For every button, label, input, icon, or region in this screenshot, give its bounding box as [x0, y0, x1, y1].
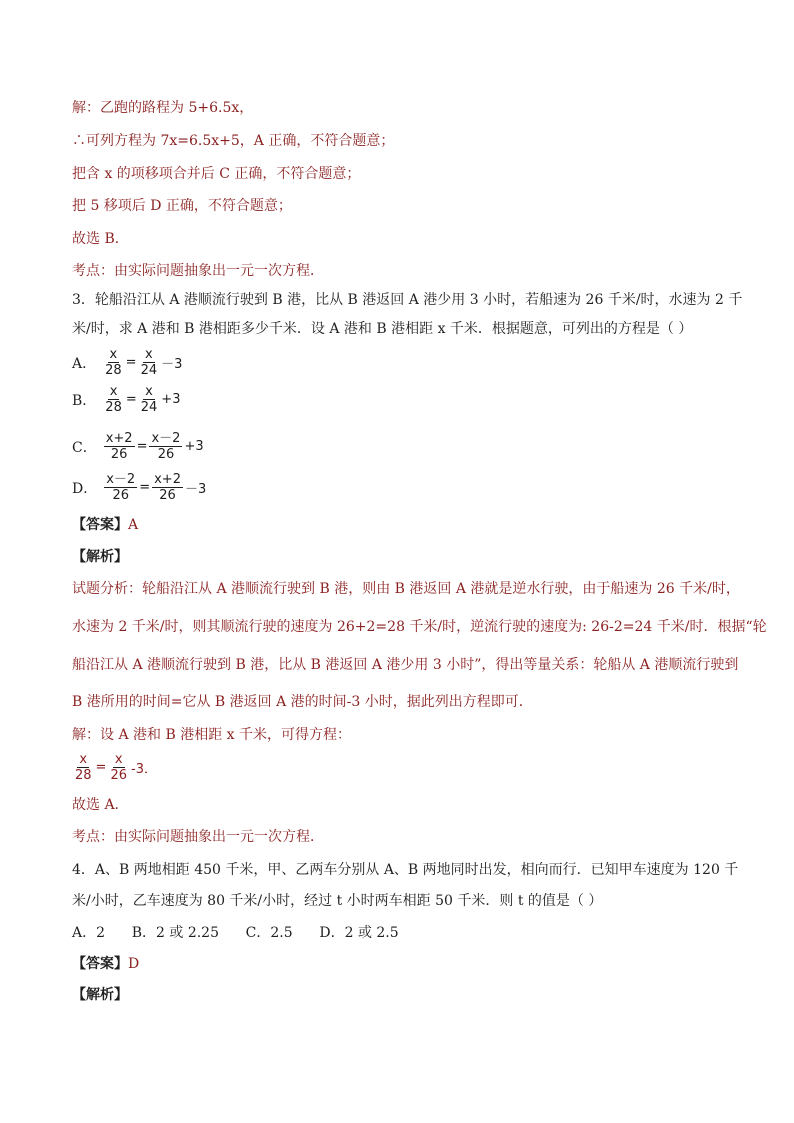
equation-tail: +3: [184, 439, 204, 454]
question-3-choice: 故选 A．: [72, 797, 129, 813]
fraction: [139, 384, 160, 415]
denominator: 24: [140, 400, 158, 415]
solution-line-2: ∴可列方程为 7x=6.5x+5，A 正确，不符合题意；: [72, 133, 395, 149]
fraction: [104, 431, 135, 462]
fraction: [73, 752, 94, 783]
numerator: x: [145, 347, 153, 362]
denominator: 26: [159, 488, 176, 503]
fraction: [108, 752, 129, 783]
equation-tail: －3: [161, 357, 183, 372]
equals-sign: =: [125, 392, 137, 407]
answer-value: D: [128, 956, 140, 972]
numerator: x: [109, 347, 118, 362]
option-label: B．: [72, 392, 97, 409]
question-4-analysis-tag: 【解析】: [72, 987, 128, 1003]
solution-equation: [72, 752, 158, 783]
denominator: 26: [110, 447, 128, 462]
analysis-line-1: 试题分析：轮船沿江从 A 港顺流行驶到 B 港，则由 B 港返回 A 港就是逆水行驶，由于船速为 26 千米/时，: [72, 581, 740, 597]
question-4-options: A．2 B．2 或 2.25 C．2.5 D．2 或 2.5: [72, 925, 399, 941]
equals-sign: =: [139, 480, 151, 495]
knowledge-point: 考点：由实际问题抽象出一元一次方程．: [72, 263, 324, 279]
numerator: x+2: [105, 431, 133, 446]
fraction: [149, 431, 182, 462]
numerator: x: [79, 752, 88, 767]
numerator: x: [114, 752, 123, 767]
fraction: [139, 347, 160, 378]
fraction: [103, 347, 124, 378]
analysis-line-4: B 港所用的时间=它从 B 港返回 A 港的时间-3 小时，据此列出方程即可．: [72, 694, 533, 710]
solution-line-3: 把含 x 的项移项合并后 C 正确，不符合题意；: [72, 166, 361, 182]
fraction: [152, 472, 183, 503]
answer-value: A: [128, 517, 139, 533]
solution-line-4: 把 5 移项后 D 正确，不符合题意；: [72, 198, 292, 214]
equals-sign: =: [136, 439, 148, 454]
equals-sign: =: [95, 760, 107, 775]
equals-sign: =: [125, 355, 137, 370]
answer-tag: 【答案】: [72, 517, 128, 533]
numerator: x: [145, 384, 153, 399]
denominator: 26: [110, 768, 127, 783]
fraction: [103, 384, 124, 415]
denominator: 28: [75, 768, 92, 783]
question-3-option-a: [72, 347, 183, 378]
question-3-stem-line-2: 米/时，求 A 港和 B 港相距多少千米．设 A 港和 B 港相距 x 千米．根据题意，可列出的方程是（ ）: [72, 321, 693, 337]
denominator: 28: [105, 400, 122, 415]
question-4-stem-line-1: 4．A、B 两地相距 450 千米，甲、乙两车分别从 A、B 两地同时出发，相向而行．已知甲车速度为 120 千: [72, 862, 739, 878]
option-label: D．: [72, 480, 98, 497]
question-3-answer: [72, 515, 138, 535]
analysis-line-2: 水速为 2 千米/时，则其顺流行驶的速度为 26+2=28 千米/时，逆流行驶的速度为: 26-2=24 千米/时．根据“轮: [72, 619, 767, 635]
question-4-stem-line-2: 米/小时，乙车速度为 80 千米/小时，经过 t 小时两车相距 50 千米．则 t 的值是（ ）: [72, 893, 603, 909]
fraction: [104, 472, 137, 503]
question-3-option-c: [72, 431, 205, 462]
equation-tail: +3: [161, 392, 181, 407]
numerator: x+2: [154, 472, 181, 487]
option-label: A．: [72, 355, 97, 372]
denominator: 26: [112, 488, 129, 503]
question-3-option-d: [72, 472, 207, 503]
solution-line-1: 解：乙跑的路程为 5+6.5x，: [72, 100, 254, 116]
numerator: x－2: [106, 472, 136, 487]
analysis-line-3: 船沿江从 A 港顺流行驶到 B 港，比从 B 港返回 A 港少用 3 小时”，得出等量关系：轮船从 A 港顺流行驶到: [72, 657, 739, 673]
equation-tail: -3．: [131, 762, 157, 777]
question-3-stem-line-1: 3．轮船沿江从 A 港顺流行驶到 B 港，比从 B 港返回 A 港少用 3 小时，若船速为 26 千米/时，水速为 2 千: [72, 292, 743, 308]
question-3-analysis-tag: 【解析】: [72, 549, 128, 565]
question-3-option-b: [72, 384, 181, 415]
numerator: x: [109, 384, 118, 399]
denominator: 24: [140, 363, 158, 378]
solution-intro: 解：设 A 港和 B 港相距 x 千米，可得方程：: [72, 727, 351, 743]
denominator: 28: [105, 363, 122, 378]
equation-tail: －3: [184, 482, 207, 497]
numerator: x－2: [151, 431, 181, 446]
question-4-answer: [72, 954, 139, 974]
denominator: 26: [157, 447, 175, 462]
answer-tag: 【答案】: [72, 956, 128, 972]
question-3-knowledge-point: 考点：由实际问题抽象出一元一次方程．: [72, 829, 324, 845]
option-label: C．: [72, 439, 97, 456]
solution-choice: 故选 B．: [72, 231, 129, 247]
